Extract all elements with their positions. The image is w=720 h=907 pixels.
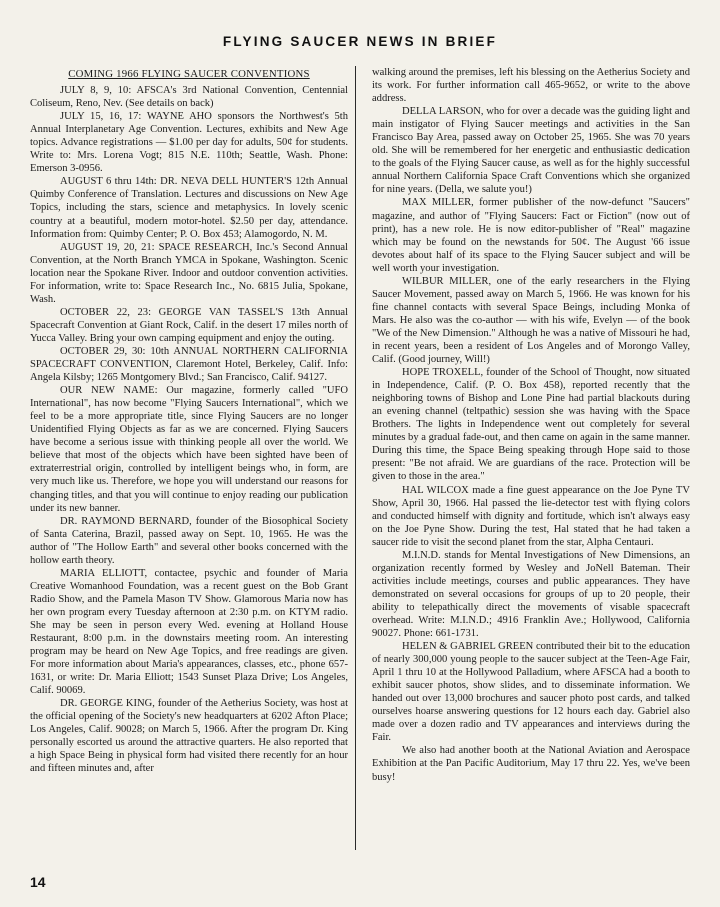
item-raymond-bernard: DR. RAYMOND BERNARD, founder of the Biosophical Society of Santa Caterina, Brazil, passed away on Sept. 10, 1965. He was the author of "The Hollow Earth" and several other books concerned with the hollow earth theory. xyxy=(30,515,348,566)
item-hope-troxell: HOPE TROXELL, founder of the School of Thought, now situated in Independence, Calif. (P. O. Box 458), reported recently that the neighboring towns of Bishop and Lone Pine had partial blackouts during an evening channel (teltpathic) session she was having with the Space Brothers. The lights in Independence went out completely for several minutes by a gradual fade-out, and then came on again in the same manner. During this time, the Space Being speaking through Hope said to those present: "Be not afraid. We are guardians of the race. Protection will be given to those in the area." xyxy=(372,367,690,483)
item-reno-convention: JULY 8, 9, 10: AFSCA's 3rd National Convention, Centennial Coliseum, Reno, Nev. (See details on back) xyxy=(30,85,348,110)
item-helen-gabriel-green: HELEN & GABRIEL GREEN contributed their bit to the education of nearly 300,000 young people to the saucer subject at the Teen-Age Fair, April 1 thru 10 at the Hollywood Palladium, where AFSCA had a booth to exhibit saucer photos, show slides, and to disseminate information. We handed out over 13,000 brochures and saucer photo post cards, and talked ourselves hoarse answering questions for 12 hours each day. Gabriel also made over a dozen radio and TV appearances and interviews during the Fair. xyxy=(372,641,690,744)
column-divider xyxy=(355,66,356,850)
item-george-king: DR. GEORGE KING, founder of the Aetherius Society, was host at the official opening of the Society's new headquarters at 6202 Afton Place; Los Angeles, Calif. 90028; on March 5, 1966. After the program Dr. King personally escorted us around the attractive quarters. He also reported that a high Space Being in physical form had visited there recently for an hour and fifteen minutes and, after xyxy=(30,698,348,775)
item-space-research: AUGUST 19, 20, 21: SPACE RESEARCH, Inc.'s Second Annual Convention, at the North Branch YMCA in Spokane, Washington. Scenic location near the Spokane River. Indoor and outdoor convention activities. For information, write to: Space Research Inc., No. 6815 Julia, Spokane, Wash. xyxy=(30,241,348,305)
right-column xyxy=(372,66,690,784)
item-northern-california: OCTOBER 29, 30: 10th ANNUAL NORTHERN CALIFORNIA SPACECRAFT CONVENTION, Claremont Hotel, Berkeley, Calif. Info: Angela Kilsby; 1265 Montgomery Blvd.; San Francisco, Calif. 94127. xyxy=(30,345,348,384)
item-george-king-continued: walking around the premises, left his blessing on the Aetherius Society and its work. For further information call 465-9652, or write to the above address. xyxy=(372,67,690,105)
page-title: FLYING SAUCER NEWS IN BRIEF xyxy=(222,34,498,49)
item-max-miller: MAX MILLER, former publisher of the now-defunct "Saucers" magazine, and author of "Flying Saucers: Fact or Fiction" (now out of print), has a new role. He is now editor-publisher of "Real" magazine which may be found on the newstands for 50¢. The August '66 issue devotes about half of its space to the Flying Saucer subject and will be well worth your investigation. xyxy=(372,197,690,274)
item-hal-wilcox: HAL WILCOX made a fine guest appearance on the Joe Pyne TV Show, April 30, 1966. Hal passed the lie-detector test with flying colors and conducted himself with dignity and fortitude, which isn't always easy on the Joe Pyne Show. During the test, Hal stated that he had taken a saucer ride to visit the second planet from the star, Alpha Centauri. xyxy=(372,484,690,548)
section-heading: COMING 1966 FLYING SAUCER CONVENTIONS xyxy=(68,68,310,80)
item-wilbur-miller: WILBUR MILLER, one of the early researchers in the Flying Saucer Movement, passed away on March 5, 1966. He was known for his fine channel contacts with several Space Beings, including Monka of Mars. He also was the co-author — with his wife, Evelyn — of the book "We of the New Dimension." Although he was a native of Missouri he had, in recent years, been a resident of Los Angeles and of Morongo Valley, Calif. (Good journey, Will!) xyxy=(372,275,690,366)
item-new-name: OUR NEW NAME: Our magazine, formerly called "UFO International", has now become "Flying Saucers International", which we feel to be a more appropriate title, since Flying Saucers are no longer Unidentified Flying Objects as far as we are concerned. Flying Saucers have become a serious issue with thinking people all over the world. We believe that most of the objects which have been sighted have been of extraterrestrial origin, controlled by intelligent beings who, in form, are very much like us. Therefore, we hope you will understand our reasons for changing titles, and that you will continue to enjoy reading our publication under its new banner. xyxy=(30,385,348,514)
item-maria-elliott: MARIA ELLIOTT, contactee, psychic and founder of Maria Creative Womanhood Foundation, was a recent guest on the Bob Grant Radio Show, and the Pamela Mason TV Show. Glamorous Maria now has her own program every Tuesday afternoon at 2:30 p.m. on KTYM radio. She may be seen in person every Wed. evening at Holland House Restaurant, 8:00 p.m. in the downstairs meeting room. An interesting program may be heard on New Age Topics, and free readings are given. For more information about Maria's appearances, classes, etc., phone 657-1631, or write: Dr. Maria Elliott; 1543 Sunset Plaza Drive; Los Angeles, Calif. 90069. xyxy=(30,567,348,697)
item-wayne-aho: JULY 15, 16, 17: WAYNE AHO sponsors the Northwest's 5th Annual Interplanetary Age Convention. Lectures, exhibits and New Age topics. Advance registrations — $1.00 per day for adults, 50¢ for students. Write to: Mrs. Lorena Vogt; 815 N.E. 110th; Seattle, Wash. Phone: Emerson 3-0956. xyxy=(30,111,348,175)
item-van-tassel: OCTOBER 22, 23: GEORGE VAN TASSEL'S 13th Annual Spacecraft Convention at Giant Rock, Calif. in the desert 17 miles north of Yucca Valley. Bring your own camping equipment and enjoy the outing. xyxy=(30,306,348,344)
left-column xyxy=(30,68,348,776)
item-della-larson: DELLA LARSON, who for over a decade was the guiding light and main instigator of Flying Saucer meetings and activities in the San Francisco Bay Area, passed away on October 25, 1965. She was 70 years old. She will be remembered for her energetic and enthusiastic dedication to the goals of the Flying Saucer cause, as well as for the highly successful annual Northern California Space Craft Conventions which she organized for nine years. (Della, we salute you!) xyxy=(372,106,690,196)
page-number: 14 xyxy=(30,874,46,890)
item-neva-dell-hunter: AUGUST 6 thru 14th: DR. NEVA DELL HUNTER'S 12th Annual Quimby Conference of Translation. Lectures and discussions on New Age Topics, including the stars, science and metaphysics. In lovely scenic country at a beautiful, modern motor-hotel. $2.50 per day, attendance. Information from: Quimby Center; P. O. Box 453; Alamogordo, N. M. xyxy=(30,176,348,240)
item-mind: M.I.N.D. stands for Mental Investigations of New Dimensions, an organization recently formed by Wesley and JoNell Bateman. Their activities include meetings, courses and public appearances. They have demonstrated on several occasions for groups of up to 20 people, their ability to telepathically direct the movements of visable spacecraft overhead. Write: M.I.N.D.; 4916 Franklin Ave.; Hollywood, California 90027. Phone: 661-1731. xyxy=(372,549,690,640)
item-aerospace-exhibition: We also had another booth at the National Aviation and Aerospace Exhibition at the Pan Pacific Auditorium, May 17 thru 22. Yes, we've been busy! xyxy=(372,745,690,783)
